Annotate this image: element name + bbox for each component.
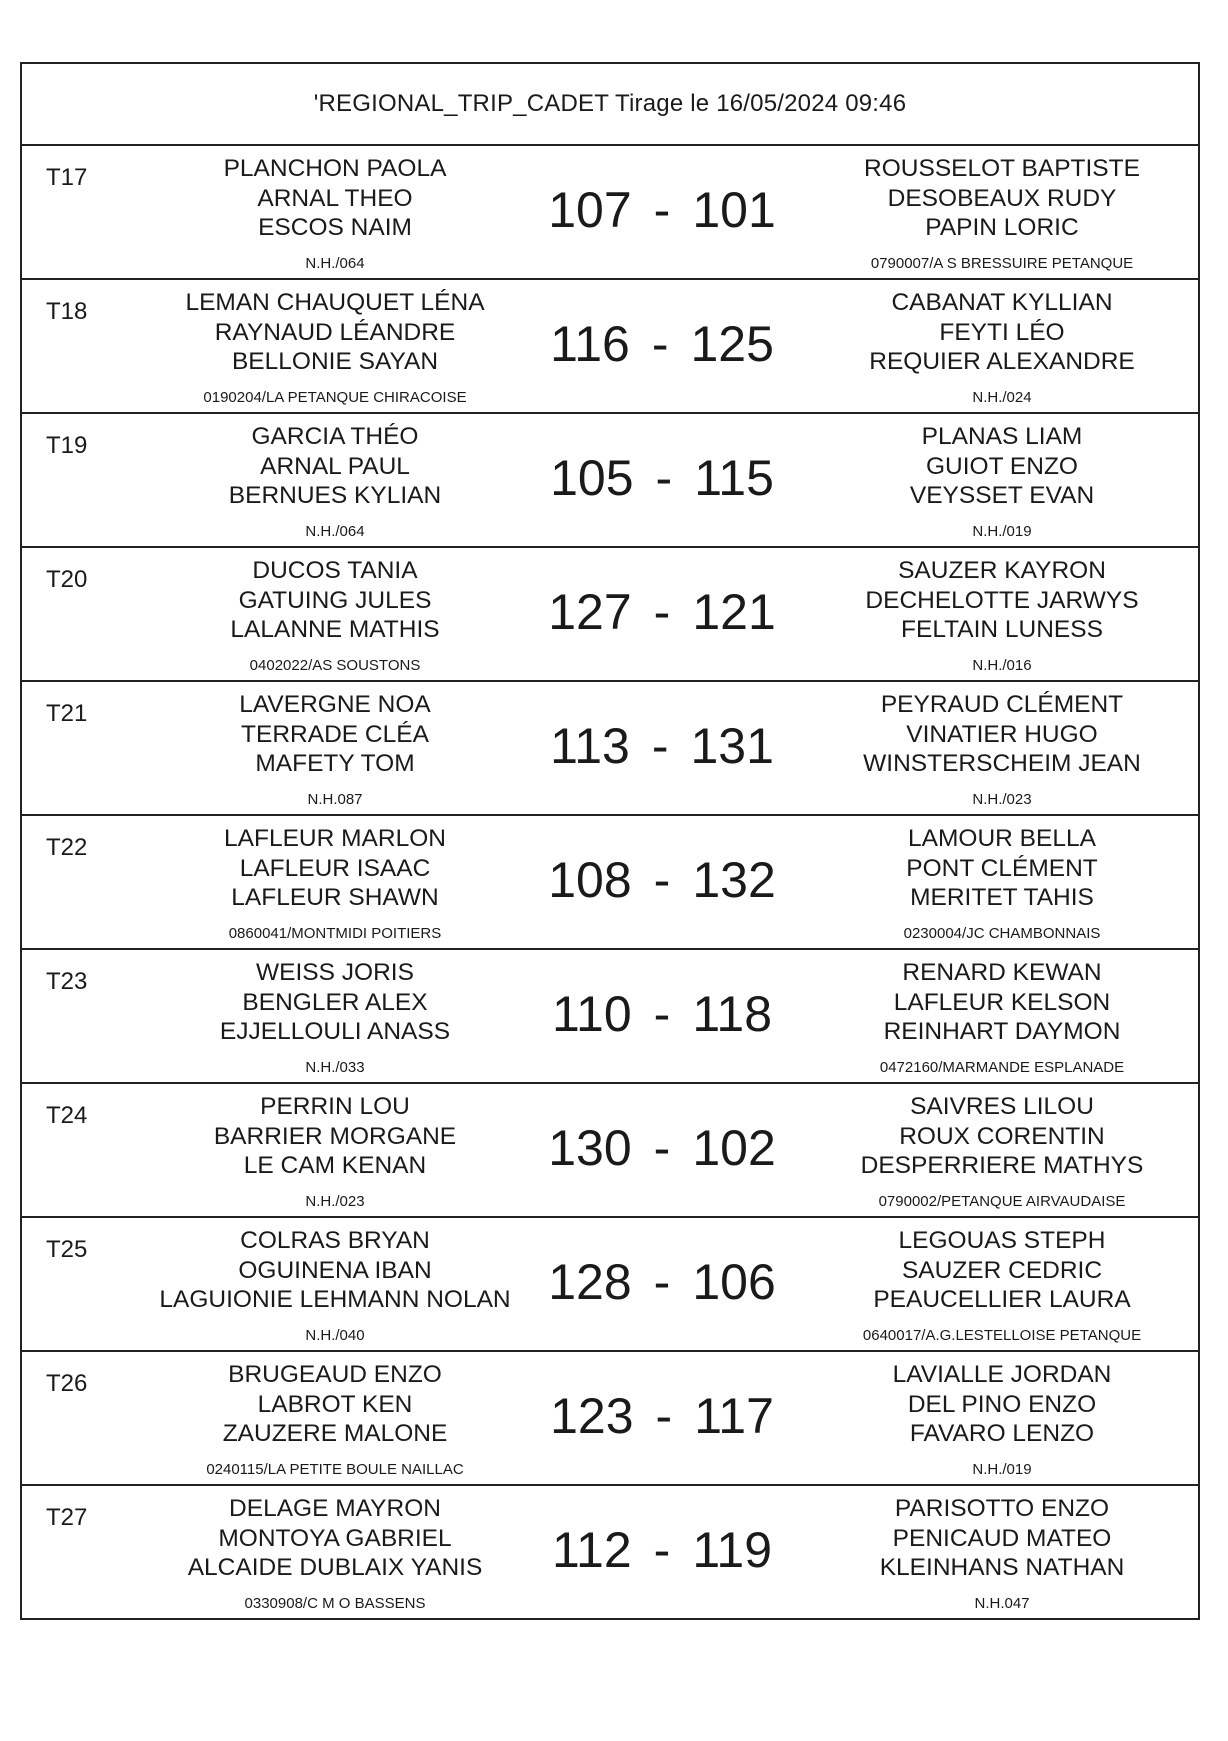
player-name: ROUX CORENTIN <box>899 1122 1105 1150</box>
player-name: DELAGE MAYRON <box>229 1495 441 1522</box>
player-name: BARRIER MORGANE <box>213 1122 457 1150</box>
player-name: WINSTERSCHEIM JEAN <box>863 750 1141 777</box>
match-score <box>512 718 812 774</box>
player-name: MONTOYA GABRIEL <box>218 1524 452 1552</box>
player-name: MERITET TAHIS <box>910 884 1094 911</box>
player-name: TERRADE CLÉA <box>241 720 429 748</box>
results-sheet <box>20 62 1200 1620</box>
player-name: PARISOTTO ENZO <box>894 1495 1110 1522</box>
match-id: T23 <box>46 968 88 995</box>
club-code: N.H./023 <box>972 790 1032 808</box>
club-code: 0330908/C M O BASSENS <box>244 1594 426 1612</box>
club-code: N.H./024 <box>972 388 1032 406</box>
player-name: FEYTI LÉO <box>939 318 1065 346</box>
right-team <box>812 154 1192 272</box>
match-id: T25 <box>46 1236 88 1263</box>
player-name: LALANNE MATHIS <box>230 616 440 643</box>
player-name: RAYNAUD LÉANDRE <box>214 318 456 346</box>
score-right: 102 <box>692 1120 776 1176</box>
match-id: T18 <box>46 298 88 325</box>
match-row <box>22 1486 1198 1618</box>
score-separator: - <box>655 1388 673 1444</box>
score-left: 127 <box>548 584 632 640</box>
match-row <box>22 816 1198 950</box>
club-code: N.H./023 <box>305 1192 365 1210</box>
player-name: FAVARO LENZO <box>909 1420 1095 1447</box>
player-name: OGUINENA IBAN <box>238 1256 432 1284</box>
player-name: PLANAS LIAM <box>921 423 1083 450</box>
score-right: 121 <box>692 584 776 640</box>
right-team <box>812 422 1192 540</box>
club-code: N.H./033 <box>305 1058 365 1076</box>
player-name: DECHELOTTE JARWYS <box>865 586 1139 614</box>
player-name: LEMAN CHAUQUET LÉNA <box>185 289 485 316</box>
match-list <box>22 146 1198 1618</box>
score-right: 132 <box>692 852 776 908</box>
score-left: 130 <box>548 1120 632 1176</box>
player-name: LAVERGNE NOA <box>239 691 431 718</box>
left-team <box>135 824 535 942</box>
score-right: 106 <box>692 1254 776 1310</box>
match-id: T26 <box>46 1370 88 1397</box>
right-team <box>812 556 1192 674</box>
club-code: N.H.087 <box>307 790 363 808</box>
player-name: REQUIER ALEXANDRE <box>869 348 1135 375</box>
club-code: 0402022/AS SOUSTONS <box>249 656 421 674</box>
club-code: 0790002/PETANQUE AIRVAUDAISE <box>878 1192 1126 1210</box>
club-code: N.H./019 <box>972 1460 1032 1478</box>
player-name: DESPERRIERE MATHYS <box>860 1152 1144 1179</box>
score-separator: - <box>653 182 671 238</box>
player-name: PAPIN LORIC <box>925 214 1079 241</box>
player-name: LAFLEUR MARLON <box>224 825 446 852</box>
right-team <box>812 958 1192 1076</box>
player-name: LAFLEUR ISAAC <box>239 854 431 882</box>
club-code: 0230004/JC CHAMBONNAIS <box>903 924 1101 942</box>
match-score <box>512 1388 812 1444</box>
score-separator: - <box>653 986 671 1042</box>
match-row <box>22 280 1198 414</box>
match-score <box>512 852 812 908</box>
score-right: 115 <box>694 450 774 506</box>
player-name: ZAUZERE MALONE <box>222 1420 448 1447</box>
score-left: 128 <box>548 1254 632 1310</box>
match-score <box>512 1120 812 1176</box>
match-row <box>22 146 1198 280</box>
score-left: 105 <box>550 450 634 506</box>
player-name: GARCIA THÉO <box>251 423 419 450</box>
left-team <box>135 958 535 1076</box>
right-team <box>812 1360 1192 1478</box>
player-name: PERRIN LOU <box>260 1093 410 1120</box>
player-name: LAGUIONIE LEHMANN NOLAN <box>159 1286 511 1313</box>
sheet-title: 'REGIONAL_TRIP_CADET Tirage le 16/05/2024 09:46 <box>22 64 1198 146</box>
score-left: 107 <box>548 182 632 238</box>
player-name: PLANCHON PAOLA <box>223 155 447 182</box>
score-right: 125 <box>690 316 774 372</box>
right-team <box>812 288 1192 406</box>
score-right: 117 <box>694 1388 774 1444</box>
score-separator: - <box>653 584 671 640</box>
match-row <box>22 1084 1198 1218</box>
club-code: 0640017/A.G.LESTELLOISE PETANQUE <box>862 1326 1142 1344</box>
player-name: MAFETY TOM <box>255 750 415 777</box>
club-code: 0190204/LA PETANQUE CHIRACOISE <box>203 388 467 406</box>
player-name: VEYSSET EVAN <box>909 482 1095 509</box>
player-name: RENARD KEWAN <box>902 959 1102 986</box>
left-team <box>135 288 535 406</box>
player-name: LAFLEUR KELSON <box>893 988 1111 1016</box>
right-team <box>812 690 1192 808</box>
club-code: N.H./019 <box>972 522 1032 540</box>
club-code: 0860041/MONTMIDI POITIERS <box>228 924 442 942</box>
score-separator: - <box>653 852 671 908</box>
score-left: 112 <box>551 1522 632 1578</box>
player-name: LE CAM KENAN <box>243 1152 427 1179</box>
score-separator: - <box>655 450 673 506</box>
right-team <box>812 1226 1192 1344</box>
score-left: 113 <box>550 718 630 774</box>
match-score <box>512 986 812 1042</box>
score-right: 118 <box>692 986 773 1042</box>
player-name: DEL PINO ENZO <box>907 1390 1097 1418</box>
match-score <box>512 316 812 372</box>
left-team <box>135 422 535 540</box>
match-id: T27 <box>46 1504 88 1531</box>
club-code: N.H./040 <box>305 1326 365 1344</box>
left-team <box>135 1092 535 1210</box>
match-row <box>22 950 1198 1084</box>
right-team <box>812 824 1192 942</box>
match-row <box>22 682 1198 816</box>
match-id: T21 <box>46 700 88 727</box>
match-id: T19 <box>46 432 88 459</box>
player-name: BELLONIE SAYAN <box>231 348 439 375</box>
player-name: ESCOS NAIM <box>258 214 412 241</box>
club-code: N.H./064 <box>305 522 365 540</box>
player-name: ARNAL PAUL <box>260 452 410 480</box>
player-name: ARNAL THEO <box>257 184 413 212</box>
match-score <box>512 584 812 640</box>
score-left: 116 <box>550 316 630 372</box>
player-name: PONT CLÉMENT <box>906 854 1098 882</box>
player-name: KLEINHANS NATHAN <box>879 1554 1125 1581</box>
score-left: 108 <box>548 852 632 908</box>
match-score <box>512 182 812 238</box>
score-separator: - <box>653 1254 671 1310</box>
right-team <box>812 1092 1192 1210</box>
player-name: COLRAS BRYAN <box>240 1227 430 1254</box>
player-name: BERNUES KYLIAN <box>228 482 442 509</box>
score-separator: - <box>651 316 669 372</box>
score-separator: - <box>651 718 669 774</box>
player-name: FELTAIN LUNESS <box>901 616 1103 643</box>
club-code: N.H./016 <box>972 656 1032 674</box>
match-id: T22 <box>46 834 88 861</box>
match-score <box>512 1254 812 1310</box>
right-team <box>812 1494 1192 1612</box>
player-name: GATUING JULES <box>238 586 432 614</box>
left-team <box>135 556 535 674</box>
left-team <box>135 1226 535 1344</box>
player-name: LAMOUR BELLA <box>908 825 1096 852</box>
match-row <box>22 414 1198 548</box>
club-code: 0240115/LA PETITE BOULE NAILLAC <box>206 1460 464 1478</box>
player-name: DUCOS TANIA <box>252 557 418 584</box>
left-team <box>135 1360 535 1478</box>
score-right: 131 <box>690 718 774 774</box>
player-name: PEAUCELLIER LAURA <box>873 1286 1131 1313</box>
match-id: T17 <box>46 164 88 191</box>
club-code: 0790007/A S BRESSUIRE PETANQUE <box>870 254 1134 272</box>
player-name: DESOBEAUX RUDY <box>887 184 1117 212</box>
score-separator: - <box>653 1120 671 1176</box>
match-id: T24 <box>46 1102 88 1129</box>
player-name: ALCAIDE DUBLAIX YANIS <box>187 1554 483 1581</box>
club-code: N.H.047 <box>974 1594 1030 1612</box>
player-name: PEYRAUD CLÉMENT <box>880 691 1124 718</box>
score-left: 110 <box>551 986 632 1042</box>
match-row <box>22 548 1198 682</box>
left-team <box>135 1494 535 1612</box>
player-name: ROUSSELOT BAPTISTE <box>864 155 1140 182</box>
player-name: SAUZER CEDRIC <box>901 1256 1103 1284</box>
player-name: SAIVRES LILOU <box>910 1093 1094 1120</box>
left-team <box>135 690 535 808</box>
player-name: REINHART DAYMON <box>883 1018 1121 1045</box>
player-name: BENGLER ALEX <box>242 988 428 1016</box>
match-score <box>512 450 812 506</box>
score-separator: - <box>653 1522 671 1578</box>
left-team <box>135 154 535 272</box>
player-name: PENICAUD MATEO <box>892 1524 1112 1552</box>
match-row <box>22 1218 1198 1352</box>
score-left: 123 <box>550 1388 634 1444</box>
match-score <box>512 1522 812 1578</box>
player-name: VINATIER HUGO <box>906 720 1098 748</box>
player-name: BRUGEAUD ENZO <box>228 1361 442 1388</box>
match-row <box>22 1352 1198 1486</box>
score-right: 101 <box>692 182 776 238</box>
player-name: LABROT KEN <box>257 1390 413 1418</box>
player-name: LEGOUAS STEPH <box>898 1227 1106 1254</box>
match-id: T20 <box>46 566 88 593</box>
player-name: SAUZER KAYRON <box>898 557 1106 584</box>
score-right: 119 <box>692 1522 773 1578</box>
player-name: CABANAT KYLLIAN <box>891 289 1113 316</box>
player-name: LAVIALLE JORDAN <box>892 1361 1112 1388</box>
club-code: N.H./064 <box>305 254 365 272</box>
player-name: EJJELLOULI ANASS <box>219 1018 451 1045</box>
club-code: 0472160/MARMANDE ESPLANADE <box>879 1058 1125 1076</box>
player-name: GUIOT ENZO <box>925 452 1078 480</box>
player-name: WEISS JORIS <box>256 959 414 986</box>
player-name: LAFLEUR SHAWN <box>231 884 439 911</box>
